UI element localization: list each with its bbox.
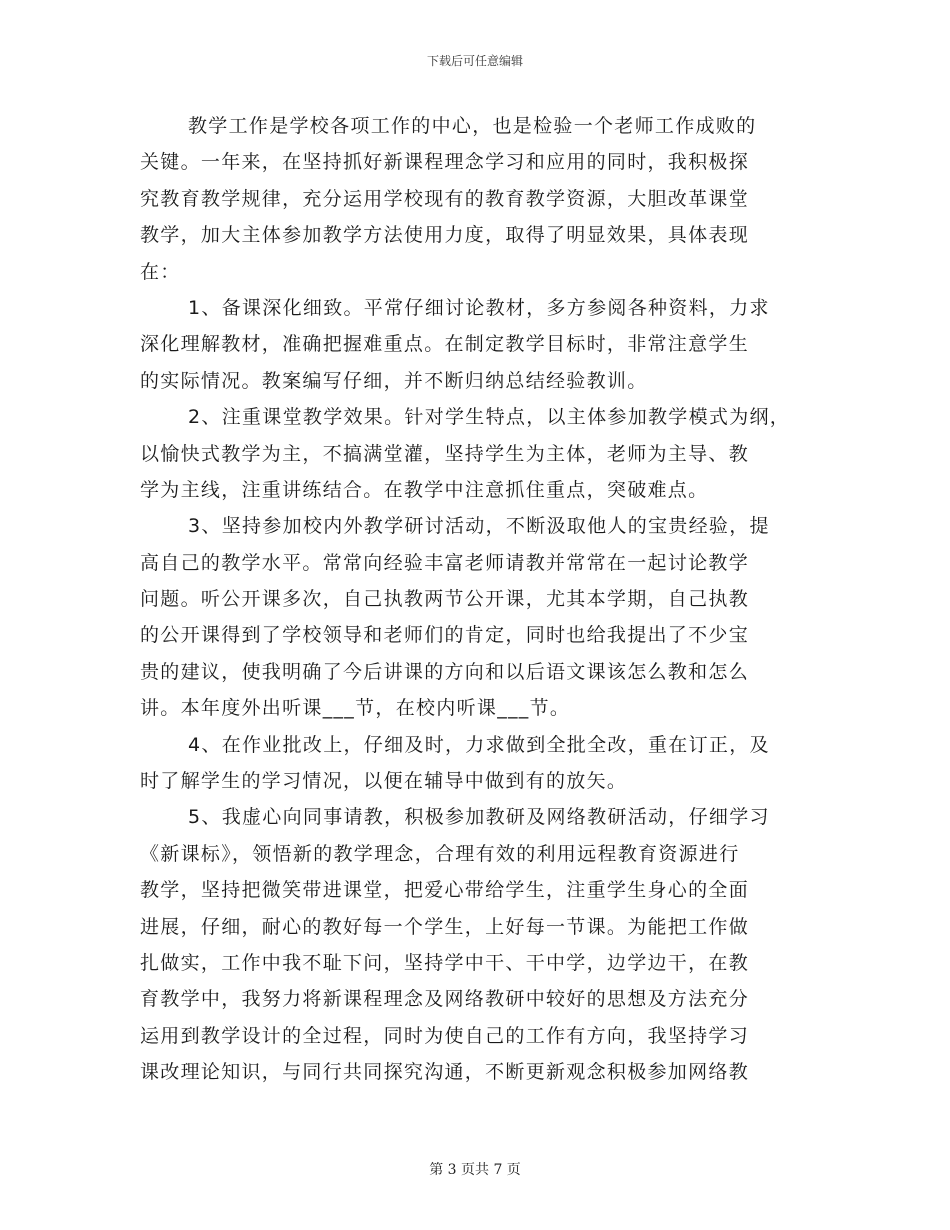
text-line: 的公开课得到了学校领导和老师们的肯定，同时也给我提出了不少宝 — [140, 624, 750, 647]
text-line: 在： — [140, 260, 181, 283]
page-header-note: 下载后可任意编辑 — [426, 54, 523, 68]
text-line: 扎做实，工作中我不耻下问，坚持学中干、干中学，边学边干，在教 — [140, 951, 750, 974]
text-line: 究教育教学规律，充分运用学校现有的教育教学资源，大胆改革课堂 — [140, 187, 750, 210]
text-line: 问题。听公开课多次，自己执教两节公开课，尤其本学期，自己执教 — [140, 588, 750, 611]
text-line: 的实际情况。教案编写仔细，并不断归纳总结经验教训。 — [140, 369, 648, 392]
text-line: 教学，坚持把微笑带进课堂，把爱心带给学生，注重学生身心的全面 — [140, 879, 750, 902]
text-line: 2、注重课堂教学效果。针对学生特点，以主体参加教学模式为纲， — [188, 406, 791, 429]
text-line: 深化理解教材，准确把握难重点。在制定教学目标时，非常注意学生 — [140, 333, 750, 356]
text-line: 讲。本年度外出听课___节，在校内听课___节。 — [140, 697, 571, 720]
text-line: 5、我虚心向同事请教，积极参加教研及网络教研活动，仔细学习 — [188, 806, 770, 829]
text-line: 1、备课深化细致。平常仔细讨论教材，多方参阅各种资料，力求 — [188, 296, 770, 319]
text-line: 课改理论知识，与同行共同探究沟通，不断更新观念积极参加网络教 — [140, 1061, 750, 1084]
text-line: 4、在作业批改上，仔细及时，力求做到全批全改，重在订正，及 — [188, 733, 770, 756]
text-line: 以愉快式教学为主，不搞满堂灌，坚持学生为主体，老师为主导、教 — [140, 442, 750, 465]
document-body — [140, 108, 830, 1091]
text-line: 学为主线，注重讲练结合。在教学中注意抓住重点，突破难点。 — [140, 478, 709, 501]
text-line: 3、坚持参加校内外教学研讨活动，不断汲取他人的宝贵经验，提 — [188, 515, 770, 538]
text-line: 教学，加大主体参加教学方法使用力度，取得了明显效果，具体表现 — [140, 224, 750, 247]
text-line: 《新课标》，领悟新的教学理念，合理有效的利用远程教育资源进行 — [140, 842, 740, 865]
text-line: 时了解学生的学习情况，以便在辅导中做到有的放矢。 — [140, 770, 628, 793]
text-line: 关键。一年来，在坚持抓好新课程理念学习和应用的同时，我积极探 — [140, 151, 750, 174]
text-line: 育教学中，我努力将新课程理念及网络教研中较好的思想及方法充分 — [140, 988, 750, 1011]
text-line: 运用到教学设计的全过程，同时为使自己的工作有方向，我坚持学习 — [140, 1024, 750, 1047]
text-line: 教学工作是学校各项工作的中心，也是检验一个老师工作成败的 — [188, 115, 757, 137]
text-line: 高自己的教学水平。常常向经验丰富老师请教并常常在一起讨论教学 — [140, 551, 750, 574]
text-line: 贵的建议，使我明确了今后讲课的方向和以后语文课该怎么教和怎么 — [140, 660, 750, 683]
page-number-footer: 第 3 页共 7 页 — [429, 1162, 521, 1178]
text-line: 进展，仔细，耐心的教好每一个学生，上好每一节课。为能把工作做 — [140, 915, 750, 938]
